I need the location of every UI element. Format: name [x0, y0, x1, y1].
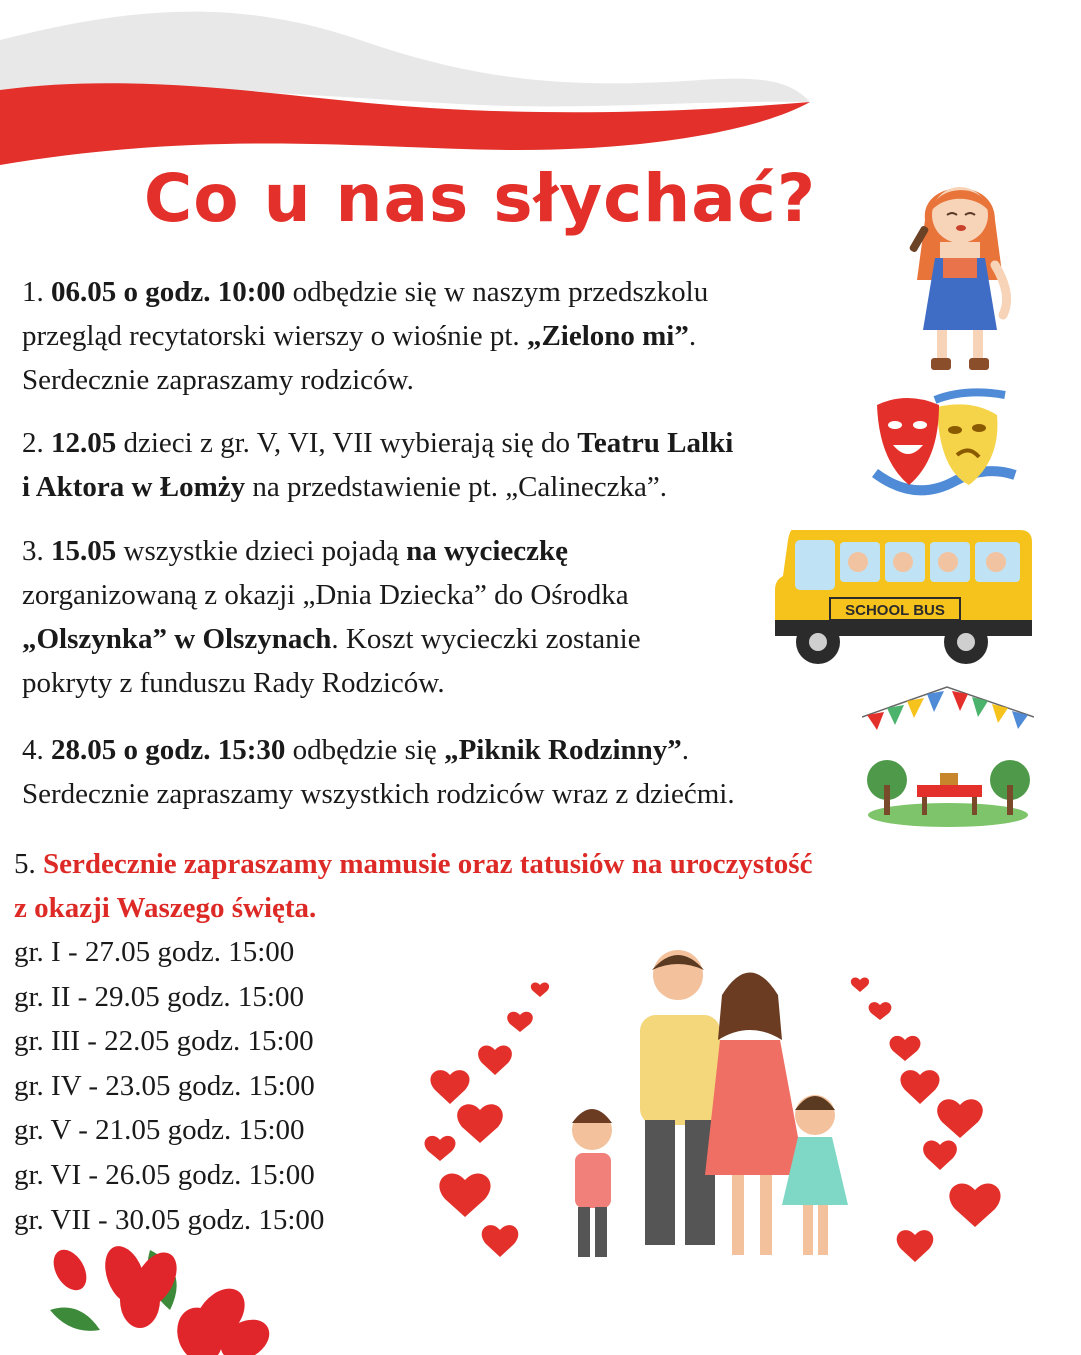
schedule-item: gr. II - 29.05 godz. 15:00 — [14, 980, 304, 1013]
picnic-icon — [862, 685, 1034, 830]
family-hearts-icon — [420, 945, 1020, 1275]
schedule-item: gr. III - 22.05 godz. 15:00 — [14, 1025, 314, 1058]
schedule-item: gr. V - 21.05 godz. 15:00 — [14, 1114, 305, 1147]
bus-label: SCHOOL BUS — [845, 602, 945, 619]
theatre-masks-icon — [865, 385, 1020, 500]
schedule-item: gr. VII - 30.05 godz. 15:00 — [14, 1203, 325, 1236]
announcement-1: 1. 06.05 o godz. 10:00 odbędzie się w naszym przedszkolu przegląd recytatorski wierszy o wiośnie pt. „Zielono mi”. Serdecznie zapraszamy rodziców. — [22, 276, 709, 396]
schedule-list — [14, 930, 324, 1242]
announcement-4: 4. 28.05 o godz. 15:30 odbędzie się „Piknik Rodzinny”. Serdecznie zapraszamy wszystkich rodziców wraz z dziećmi. — [22, 734, 735, 810]
school-bus-icon — [770, 520, 1035, 670]
schedule-item: gr. IV - 23.05 godz. 15:00 — [14, 1069, 315, 1102]
schedule-item: gr. I - 27.05 godz. 15:00 — [14, 936, 295, 968]
announcement-2: 2. 12.05 dzieci z gr. V, VI, VII wybierają się do Teatru Lalki i Aktora w Łomży na przedstawienie pt. „Calineczka”. — [22, 427, 734, 503]
announcement-3: 3. 15.05 wszystkie dzieci pojadą na wycieczkę zorganizowaną z okazji „Dnia Dziecka” do Ośrodka „Olszynka” w Olszynach. Koszt wycieczki zostanie pokryty z funduszu Rady Rodziców. — [22, 535, 641, 699]
page-title: Co u nas słychać? — [143, 160, 817, 237]
singing-girl-icon — [895, 170, 1025, 380]
schedule-item: gr. VI - 26.05 godz. 15:00 — [14, 1158, 315, 1191]
invitation: 5. Serdecznie zapraszamy mamusie oraz tatusiów na uroczystość z okazji Waszego święta. — [14, 848, 813, 924]
banner-wave — [0, 0, 820, 170]
flower-icon — [30, 1240, 270, 1355]
